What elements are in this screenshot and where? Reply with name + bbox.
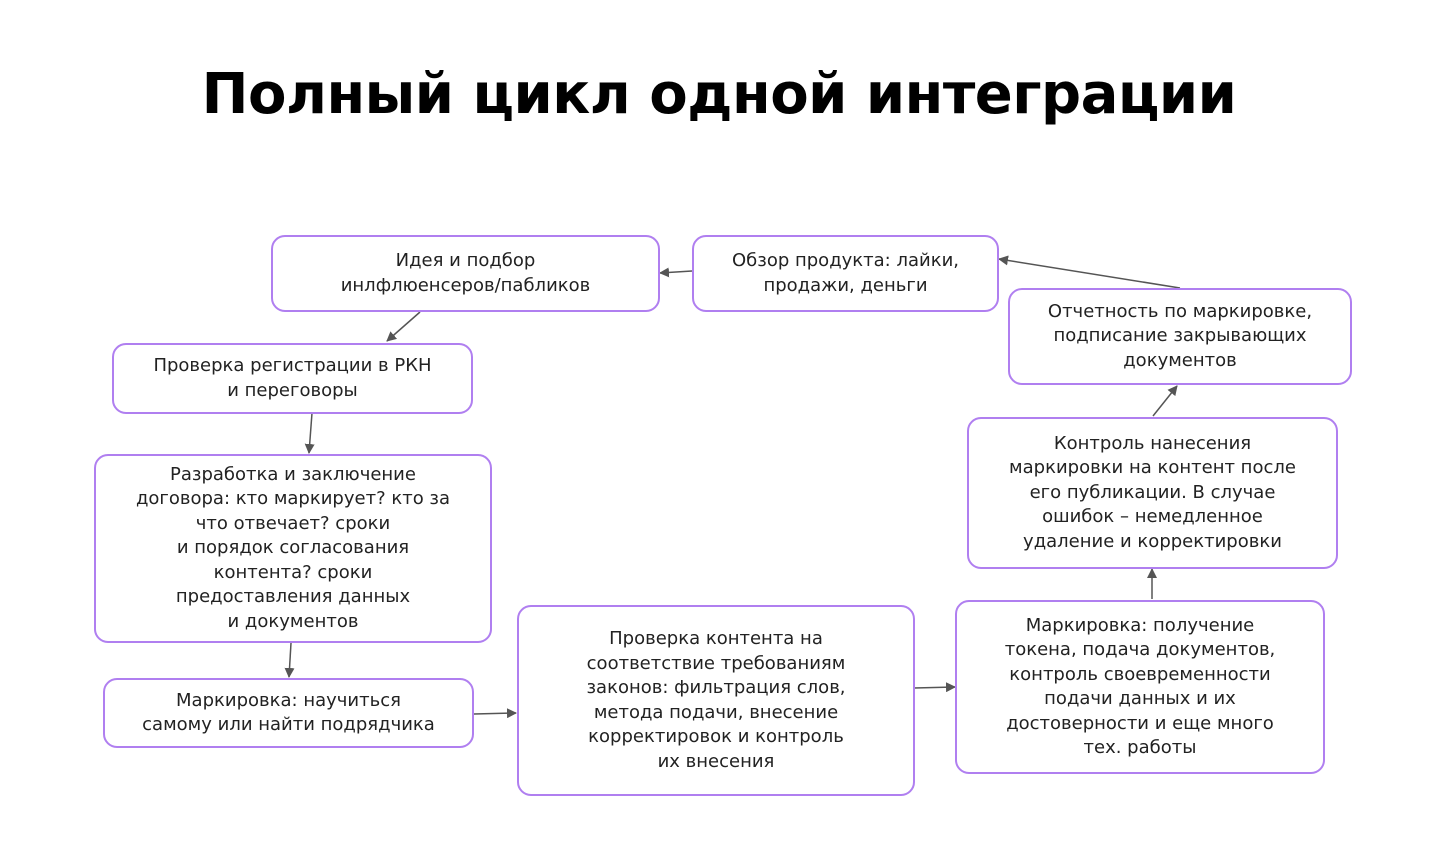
arrow-content-check-to-marking xyxy=(914,687,955,688)
node-contract-text: Разработка и заключение договора: кто маркирует? кто за что отвечает? сроки и порядок согласования контента? сроки предоставления данных и документов xyxy=(135,463,451,632)
node-reporting-text: Отчетность по маркировке, подписание закрывающих документов xyxy=(1047,300,1313,371)
node-product-review xyxy=(692,235,999,312)
node-product-review-text: Обзор продукта: лайки, продажи, деньги xyxy=(731,250,959,296)
node-learn-marking xyxy=(103,678,474,748)
node-marking-token xyxy=(955,600,1325,774)
page-title: Полный цикл одной интеграции xyxy=(201,62,1237,127)
node-publication-control-text: Контроль нанесения маркировки на контент после его публикации. В случае ошибок – немедленное удаление и корректировки xyxy=(1009,432,1296,552)
node-reporting xyxy=(1008,288,1352,385)
arrow-learn-to-content-check xyxy=(474,713,516,714)
node-content-check xyxy=(517,605,915,796)
node-idea xyxy=(271,235,660,312)
node-publication-control xyxy=(967,417,1338,569)
node-idea-text: Идея и подбор инлфлюенсеров/пабликов xyxy=(340,250,591,296)
arrow-rkn-to-contract xyxy=(309,413,312,453)
arrow-review-to-idea xyxy=(660,271,692,273)
arrow-publication-to-reporting xyxy=(1153,386,1177,416)
arrow-reporting-to-review xyxy=(999,259,1180,288)
node-content-check-text: Проверка контента на соответствие требованиям законов: фильтрация слов, метода подачи, внесение корректировок и контроль их внесения xyxy=(586,628,846,772)
node-learn-marking-text: Маркировка: научиться самому или найти подрядчика xyxy=(142,689,435,735)
node-marking-token-text: Маркировка: получение токена, подача документов, контроль своевременности подачи данных и их достоверности и еще много тех. работы xyxy=(1004,614,1276,758)
node-rkn-check-text: Проверка регистрации в РКН и переговоры xyxy=(153,355,432,401)
node-contract xyxy=(94,454,492,643)
arrow-idea-to-rkn xyxy=(387,312,420,341)
node-rkn-check xyxy=(112,343,473,414)
arrow-contract-to-learn xyxy=(289,643,291,677)
